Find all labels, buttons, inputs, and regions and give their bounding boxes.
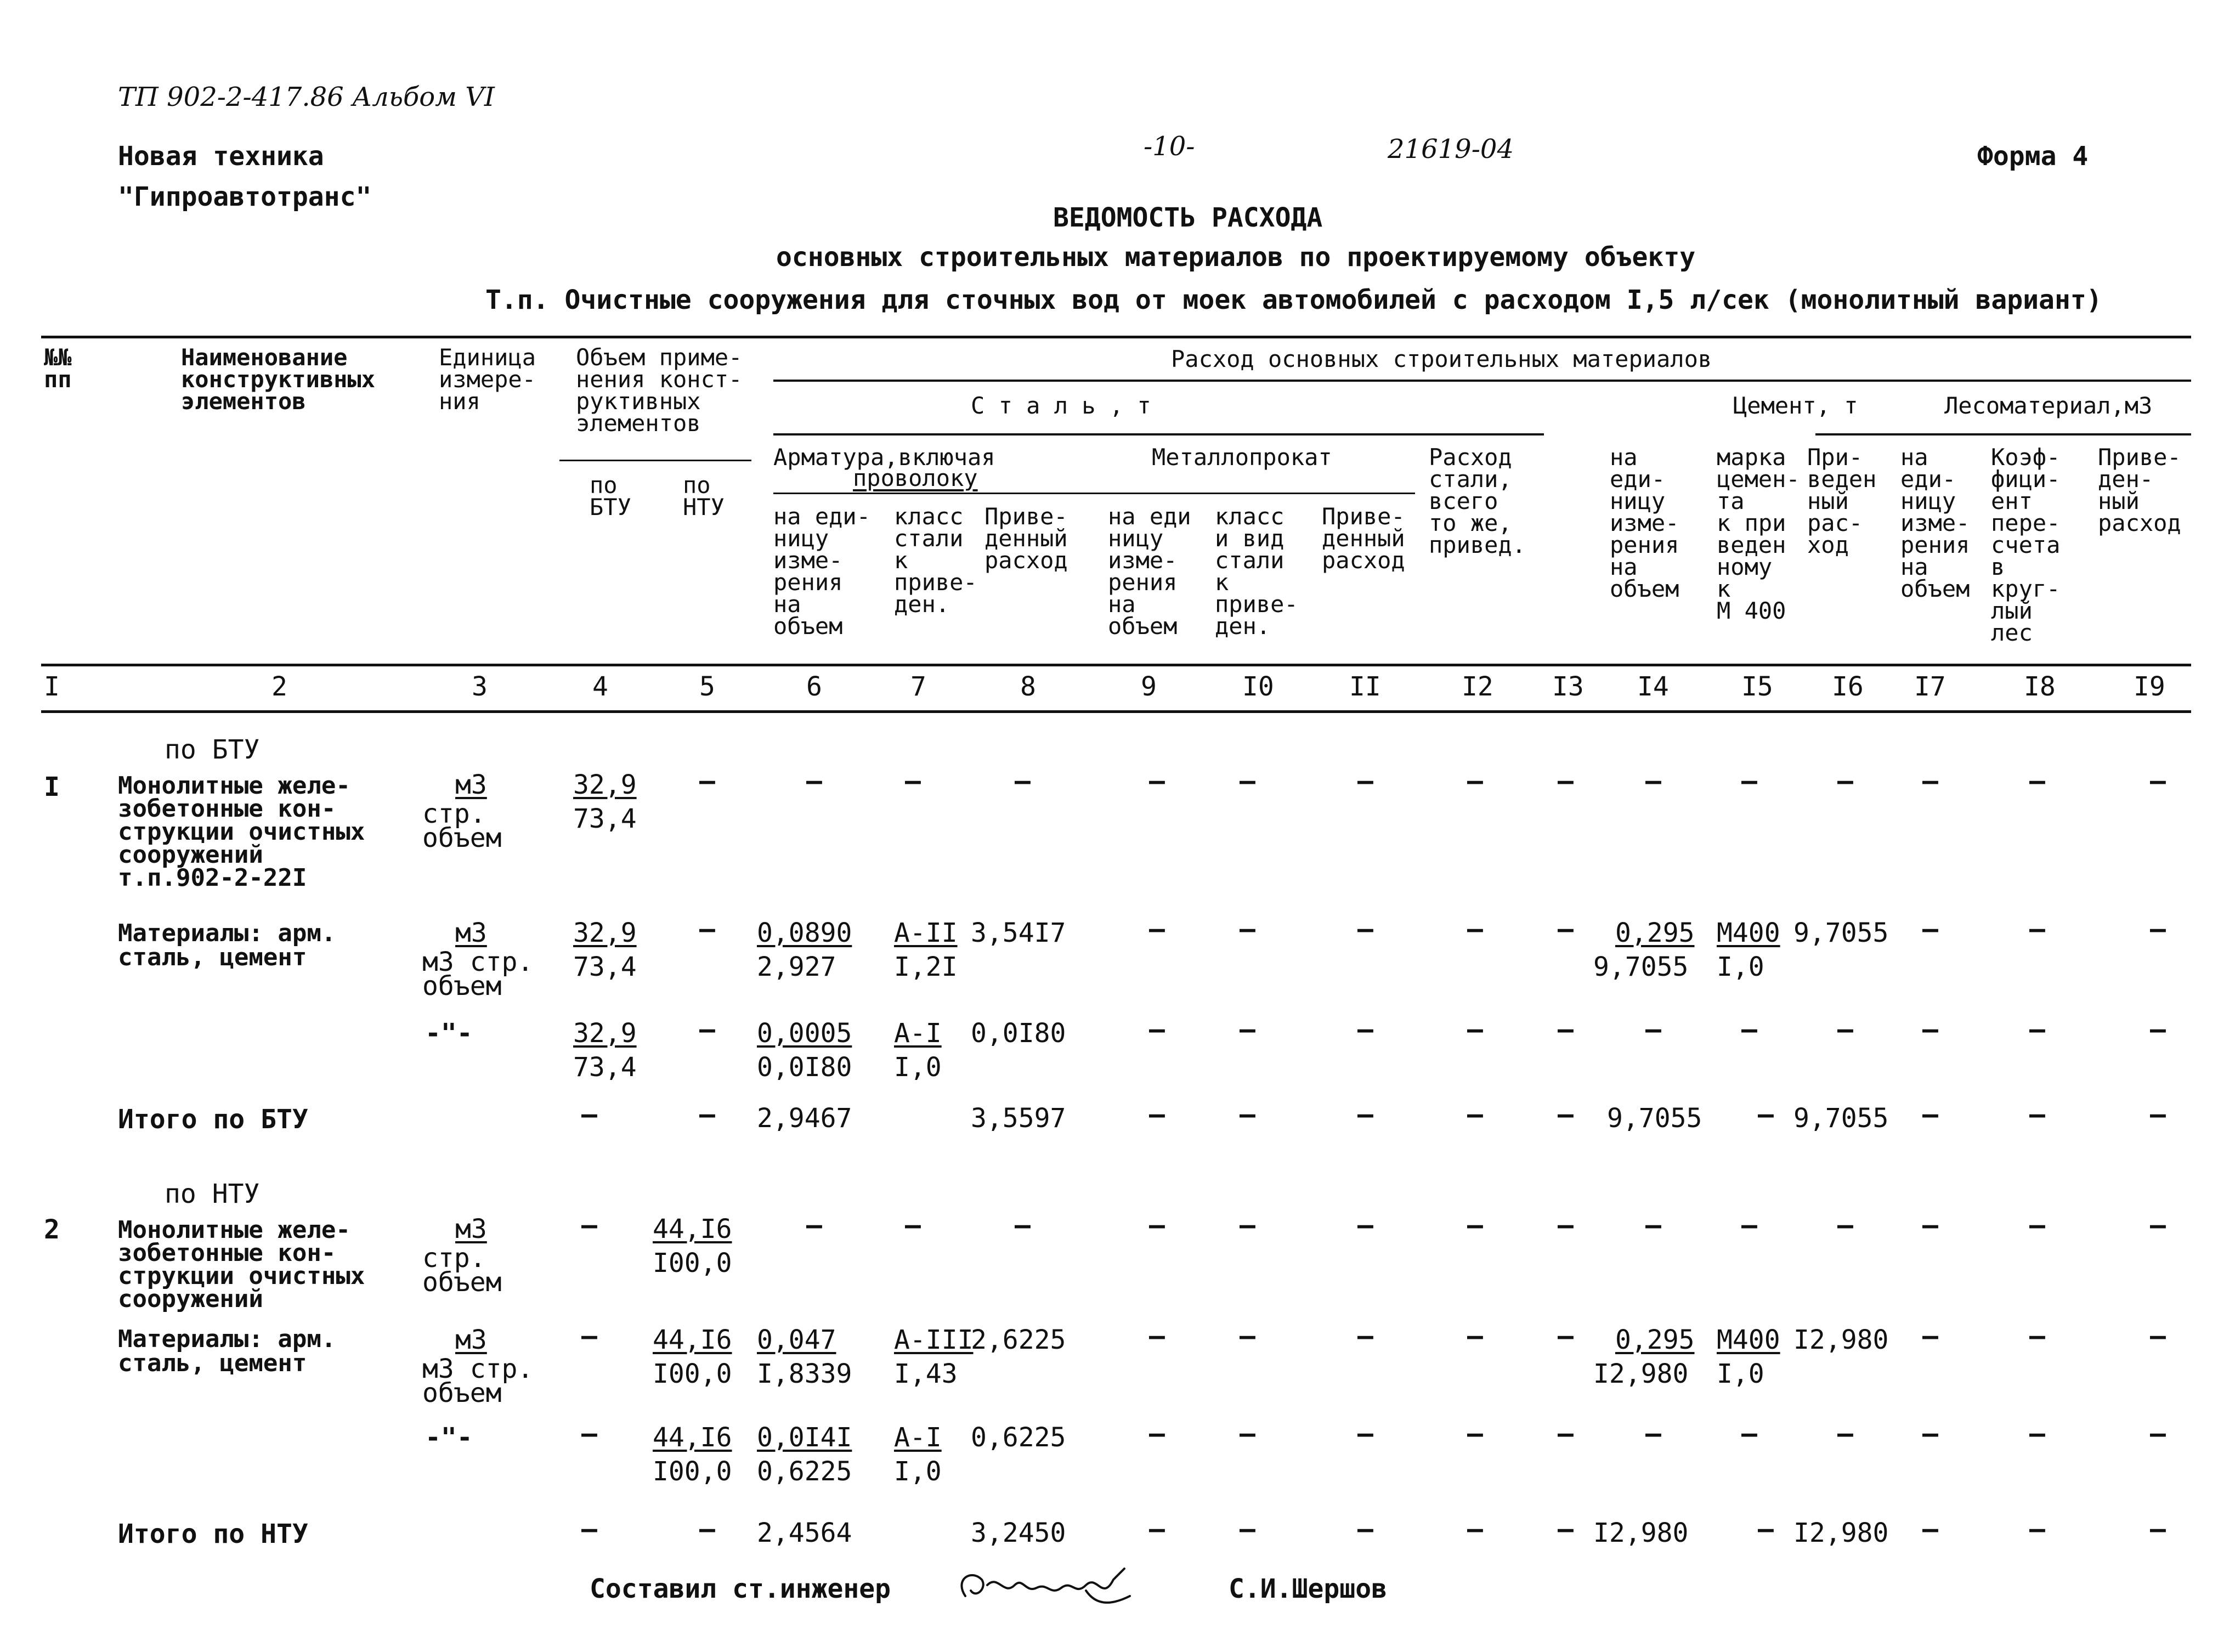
col-unit-header: Единица измере- ния (439, 344, 536, 415)
col18-header: Коэф- фици- ент пере- счета в круг- лый лес (1991, 444, 2061, 646)
empty-cell-dash: – (1558, 766, 1574, 796)
column-number-18: I8 (2024, 671, 2056, 702)
col16-header: При- веден ный рас- ход (1807, 444, 1877, 558)
empty-cell-dash: – (1149, 1099, 1165, 1130)
row6-col15: М400 I,0 (1717, 1325, 1780, 1389)
row2-volume-btu: $\frac{32,9}{73,4}$ (573, 918, 637, 982)
empty-cell-dash: – (1357, 914, 1373, 944)
armatura-header: Арматура,включая (773, 444, 995, 471)
row1-name: Монолитные желе- зобетонные кон- струкции очистных сооружений т.п.902-2-22I (118, 772, 365, 892)
empty-cell-dash: – (2150, 1099, 2166, 1130)
org-line-2: "Гипроавтотранс" (118, 182, 372, 212)
row2-col15: М400 I,0 (1717, 918, 1780, 982)
empty-cell-dash: – (2150, 1014, 2166, 1045)
row1-unit: м3 стр. объем (422, 770, 502, 853)
col8-header: Приве- денный расход (984, 503, 1068, 574)
column-number-13: I3 (1552, 671, 1584, 702)
column-number-11: II (1349, 671, 1381, 702)
empty-cell-dash: – (581, 1514, 597, 1544)
empty-cell-dash: – (1558, 1099, 1574, 1130)
row2-col16: 9,7055 (1793, 918, 1889, 948)
empty-cell-dash: – (1240, 766, 1255, 796)
page-number: -10- (1144, 131, 1195, 162)
empty-cell-dash: – (1149, 766, 1165, 796)
empty-cell-dash: – (581, 1210, 597, 1241)
document-title: ВЕДОМОСТЬ РАСХОДА (1053, 202, 1323, 233)
empty-cell-dash: – (1357, 1099, 1373, 1130)
empty-cell-dash: – (1149, 914, 1165, 944)
empty-cell-dash: – (1645, 1014, 1661, 1045)
empty-cell-dash: – (1357, 1210, 1373, 1241)
empty-cell-dash: – (2029, 914, 2045, 944)
empty-cell-dash: – (1741, 1418, 1757, 1449)
empty-cell-dash: – (1922, 914, 1938, 944)
column-number-9: 9 (1141, 671, 1157, 702)
row8-name: Итого по НТУ (118, 1519, 308, 1549)
row4-name: Итого по БТУ (118, 1104, 308, 1135)
empty-cell-dash: – (905, 1210, 921, 1241)
row3-col7: А-I I,0 (894, 1018, 942, 1083)
col9-header: на еди ницу изме- рения на объем (1108, 503, 1191, 640)
empty-cell-dash: – (1837, 1014, 1853, 1045)
row6-col14: $\frac{0,295}{I2,980}$ (1593, 1325, 1695, 1389)
column-numbers-rule (41, 710, 2191, 713)
row5-number: 2 (44, 1214, 60, 1245)
row5-name: Монолитные желе- зобетонные кон- струкции очистных сооружений (118, 1216, 365, 1313)
column-number-14: I4 (1637, 671, 1669, 702)
empty-cell-dash: – (1240, 1321, 1255, 1351)
empty-cell-dash: – (2029, 1418, 2045, 1449)
col19-header: Приве- ден- ный расход (2098, 444, 2181, 536)
empty-cell-dash: – (1558, 914, 1574, 944)
armatura-header-2: проволоку (853, 465, 978, 491)
column-number-10: I0 (1242, 671, 1274, 702)
empty-cell-dash: – (1558, 1210, 1574, 1241)
empty-cell-dash: – (1149, 1514, 1165, 1544)
col6-header: на еди- ницу изме- рения на объем (773, 503, 871, 640)
column-number-16: I6 (1832, 671, 1864, 702)
table-top-rule (41, 336, 2191, 338)
empty-cell-dash: – (1922, 1014, 1938, 1045)
row1-volume-btu: $\frac{32,9}{73,4}$ (573, 770, 637, 834)
row2-name: Материалы: арм. сталь, цемент (118, 919, 336, 971)
column-number-12: I2 (1462, 671, 1493, 702)
empty-cell-dash: – (1741, 766, 1757, 796)
empty-cell-dash: – (1240, 1099, 1255, 1130)
empty-cell-dash: – (699, 914, 715, 944)
empty-cell-dash: – (1467, 1418, 1483, 1449)
empty-cell-dash: – (2150, 1321, 2166, 1351)
row4-col16: 9,7055 (1793, 1103, 1889, 1134)
column-number-3: 3 (472, 671, 488, 702)
cement-les-rule (1815, 433, 2191, 435)
empty-cell-dash: – (1741, 1014, 1757, 1045)
empty-cell-dash: – (1240, 1014, 1255, 1045)
empty-cell-dash: – (2150, 914, 2166, 944)
empty-cell-dash: – (699, 766, 715, 796)
empty-cell-dash: – (2029, 1099, 2045, 1130)
row2-col6: $\frac{0,0890}{2,927}$ (757, 918, 852, 982)
empty-cell-dash: – (1467, 1514, 1483, 1544)
row3-unit: -"- (425, 1018, 473, 1049)
empty-cell-dash: – (1758, 1514, 1774, 1544)
empty-cell-dash: – (1015, 1210, 1031, 1241)
empty-cell-dash: – (2150, 766, 2166, 796)
row5-unit: м3 стр. объем (422, 1214, 502, 1298)
empty-cell-dash: – (1149, 1014, 1165, 1045)
empty-cell-dash: – (1922, 1418, 1938, 1449)
row6-name: Материалы: арм. сталь, цемент (118, 1325, 336, 1377)
empty-cell-dash: – (1645, 1210, 1661, 1241)
empty-cell-dash: – (1467, 1210, 1483, 1241)
album-reference: ТП 902-2-417.86 Альбом VI (118, 82, 495, 112)
empty-cell-dash: – (1467, 1321, 1483, 1351)
empty-cell-dash: – (1240, 1418, 1255, 1449)
row7-col8: 0,6225 (971, 1422, 1066, 1453)
column-number-17: I7 (1914, 671, 1946, 702)
column-number-4: 4 (592, 671, 608, 702)
empty-cell-dash: – (1922, 766, 1938, 796)
empty-cell-dash: – (1467, 914, 1483, 944)
empty-cell-dash: – (1922, 1514, 1938, 1544)
empty-cell-dash: – (1357, 1418, 1373, 1449)
document-code: 21619-04 (1388, 134, 1514, 165)
row2-unit: м3 м3 стр. объем (422, 918, 534, 1002)
column-number-19: I9 (2134, 671, 2165, 702)
empty-cell-dash: – (1922, 1099, 1938, 1130)
column-number-5: 5 (699, 671, 715, 702)
empty-cell-dash: – (1758, 1099, 1774, 1130)
row7-col6: $\frac{0,0I4I}{0,6225}$ (757, 1422, 852, 1487)
compiled-by-label: Составил ст.инженер (590, 1574, 891, 1604)
empty-cell-dash: – (1922, 1210, 1938, 1241)
empty-cell-dash: – (581, 1418, 597, 1449)
empty-cell-dash: – (1467, 1014, 1483, 1045)
empty-cell-dash: – (2150, 1210, 2166, 1241)
column-number-6: 6 (806, 671, 822, 702)
row6-col6: $\frac{0,047}{I,8339}$ (757, 1325, 852, 1389)
col-po-ntu-header: по НТУ (683, 472, 725, 521)
empty-cell-dash: – (2150, 1418, 2166, 1449)
document-subtitle: основных строительных материалов по проектируемому объекту (776, 242, 1696, 273)
empty-cell-dash: – (2029, 1210, 2045, 1241)
row7-col7: А-I I,0 (894, 1422, 942, 1487)
empty-cell-dash: – (806, 1210, 822, 1241)
column-number-8: 8 (1020, 671, 1036, 702)
empty-cell-dash: – (1149, 1210, 1165, 1241)
empty-cell-dash: – (1558, 1514, 1574, 1544)
column-number-7: 7 (910, 671, 926, 702)
rashod-header: Расход основных строительных материалов (1171, 346, 1712, 372)
row6-col16: I2,980 (1793, 1325, 1889, 1355)
col10-header: класс и вид стали к приве- ден. (1215, 503, 1298, 640)
row6-col8: 2,6225 (971, 1325, 1066, 1355)
row8-col6: 2,4564 (757, 1518, 852, 1548)
empty-cell-dash: – (699, 1014, 715, 1045)
empty-cell-dash: – (1558, 1014, 1574, 1045)
row5-volume-ntu: $\frac{44,I6}{I00,0}$ (653, 1214, 732, 1278)
row2-col14: $\frac{0,295}{9,7055}$ (1593, 918, 1695, 982)
empty-cell-dash: – (1467, 766, 1483, 796)
empty-cell-dash: – (1240, 1210, 1255, 1241)
col-po-btu-header: по БТУ (590, 472, 631, 521)
row6-unit: м3 м3 стр. объем (422, 1325, 534, 1408)
column-number-2: 2 (271, 671, 287, 702)
empty-cell-dash: – (1015, 766, 1031, 796)
empty-cell-dash: – (699, 1514, 715, 1544)
row8-col14: I2,980 (1593, 1518, 1689, 1548)
col7-header: класс стали к приве- ден. (894, 503, 977, 618)
empty-cell-dash: – (1645, 766, 1661, 796)
empty-cell-dash: – (581, 1321, 597, 1351)
form-label: Форма 4 (1977, 141, 2089, 172)
row3-col6: $\frac{0,0005}{0,0I80}$ (757, 1018, 852, 1083)
empty-cell-dash: – (581, 1099, 597, 1130)
col15-header: марка цемен- та к при веден ному к М 400 (1717, 444, 1800, 624)
empty-cell-dash: – (2029, 1321, 2045, 1351)
volume-rule (559, 460, 751, 461)
row8-col16: I2,980 (1793, 1518, 1889, 1548)
row1-number: I (44, 772, 60, 802)
empty-cell-dash: – (1837, 1210, 1853, 1241)
empty-cell-dash: – (905, 766, 921, 796)
row4-col8: 3,5597 (971, 1103, 1066, 1134)
author-name: С.И.Шершов (1229, 1574, 1387, 1604)
metal-header: Металлопрокат (1152, 444, 1332, 471)
empty-cell-dash: – (1741, 1210, 1757, 1241)
empty-cell-dash: – (1357, 766, 1373, 796)
rashod-rule (773, 380, 2191, 382)
empty-cell-dash: – (1837, 766, 1853, 796)
empty-cell-dash: – (1645, 1418, 1661, 1449)
row7-unit: -"- (425, 1422, 473, 1453)
empty-cell-dash: – (2029, 1514, 2045, 1544)
empty-cell-dash: – (2029, 1014, 2045, 1045)
header-bottom-rule (41, 664, 2191, 666)
empty-cell-dash: – (1240, 914, 1255, 944)
row2-col7: А-II I,2I (894, 918, 958, 982)
armatura-metal-rule (773, 493, 1415, 494)
empty-cell-dash: – (1357, 1321, 1373, 1351)
col-number-header: №№ пп (44, 344, 72, 393)
row3-volume-btu: $\frac{32,9}{73,4}$ (573, 1018, 637, 1083)
section-btu-label: по БТУ (165, 734, 260, 765)
row2-col8: 3,54I7 (971, 918, 1066, 948)
empty-cell-dash: – (1240, 1514, 1255, 1544)
cement-header: Цемент, т (1733, 392, 1858, 419)
col11-header: Приве- денный расход (1322, 503, 1405, 574)
empty-cell-dash: – (1837, 1418, 1853, 1449)
empty-cell-dash: – (1357, 1514, 1373, 1544)
empty-cell-dash: – (2029, 766, 2045, 796)
col17-header: на еди- ницу изме- рения на объем (1900, 444, 1970, 602)
empty-cell-dash: – (1357, 1014, 1373, 1045)
section-ntu-label: по НТУ (165, 1179, 260, 1209)
row6-volume-ntu: $\frac{44,I6}{I00,0}$ (653, 1325, 732, 1389)
empty-cell-dash: – (699, 1099, 715, 1130)
empty-cell-dash: – (1467, 1099, 1483, 1130)
stal-header: С т а л ь , т (971, 392, 1151, 419)
column-number-15: I5 (1741, 671, 1773, 702)
empty-cell-dash: – (806, 766, 822, 796)
col14-header: на еди- ницу изме- рения на объем (1610, 444, 1679, 602)
org-line-1: Новая техника (118, 141, 324, 172)
row4-col14: 9,7055 (1607, 1103, 1702, 1134)
row8-col8: 3,2450 (971, 1518, 1066, 1548)
row7-volume-ntu: $\frac{44,I6}{I00,0}$ (653, 1422, 732, 1487)
object-description: Т.п. Очистные сооружения для сточных вод от моек автомобилей с расходом I,5 л/сек (монолитный вариант) (485, 285, 2102, 315)
rashod-stali-header: Расход стали, всего то же, привед. (1429, 444, 1526, 558)
empty-cell-dash: – (2150, 1514, 2166, 1544)
empty-cell-dash: – (1558, 1418, 1574, 1449)
empty-cell-dash: – (1558, 1321, 1574, 1351)
row4-col6: 2,9467 (757, 1103, 852, 1134)
les-header: Лесоматериал,м3 (1944, 392, 2153, 419)
stal-rule (773, 433, 1544, 435)
row3-col8: 0,0I80 (971, 1018, 1066, 1049)
column-number-1: I (44, 671, 60, 702)
empty-cell-dash: – (1922, 1321, 1938, 1351)
empty-cell-dash: – (1149, 1321, 1165, 1351)
col-volume-header: Объем приме- нения конст- руктивных элементов (576, 344, 743, 437)
col-name-header: Наименование конструктивных элементов (181, 344, 376, 415)
row6-col7: А-III I,43 (894, 1325, 974, 1389)
empty-cell-dash: – (1149, 1418, 1165, 1449)
signature-image (949, 1558, 1146, 1618)
